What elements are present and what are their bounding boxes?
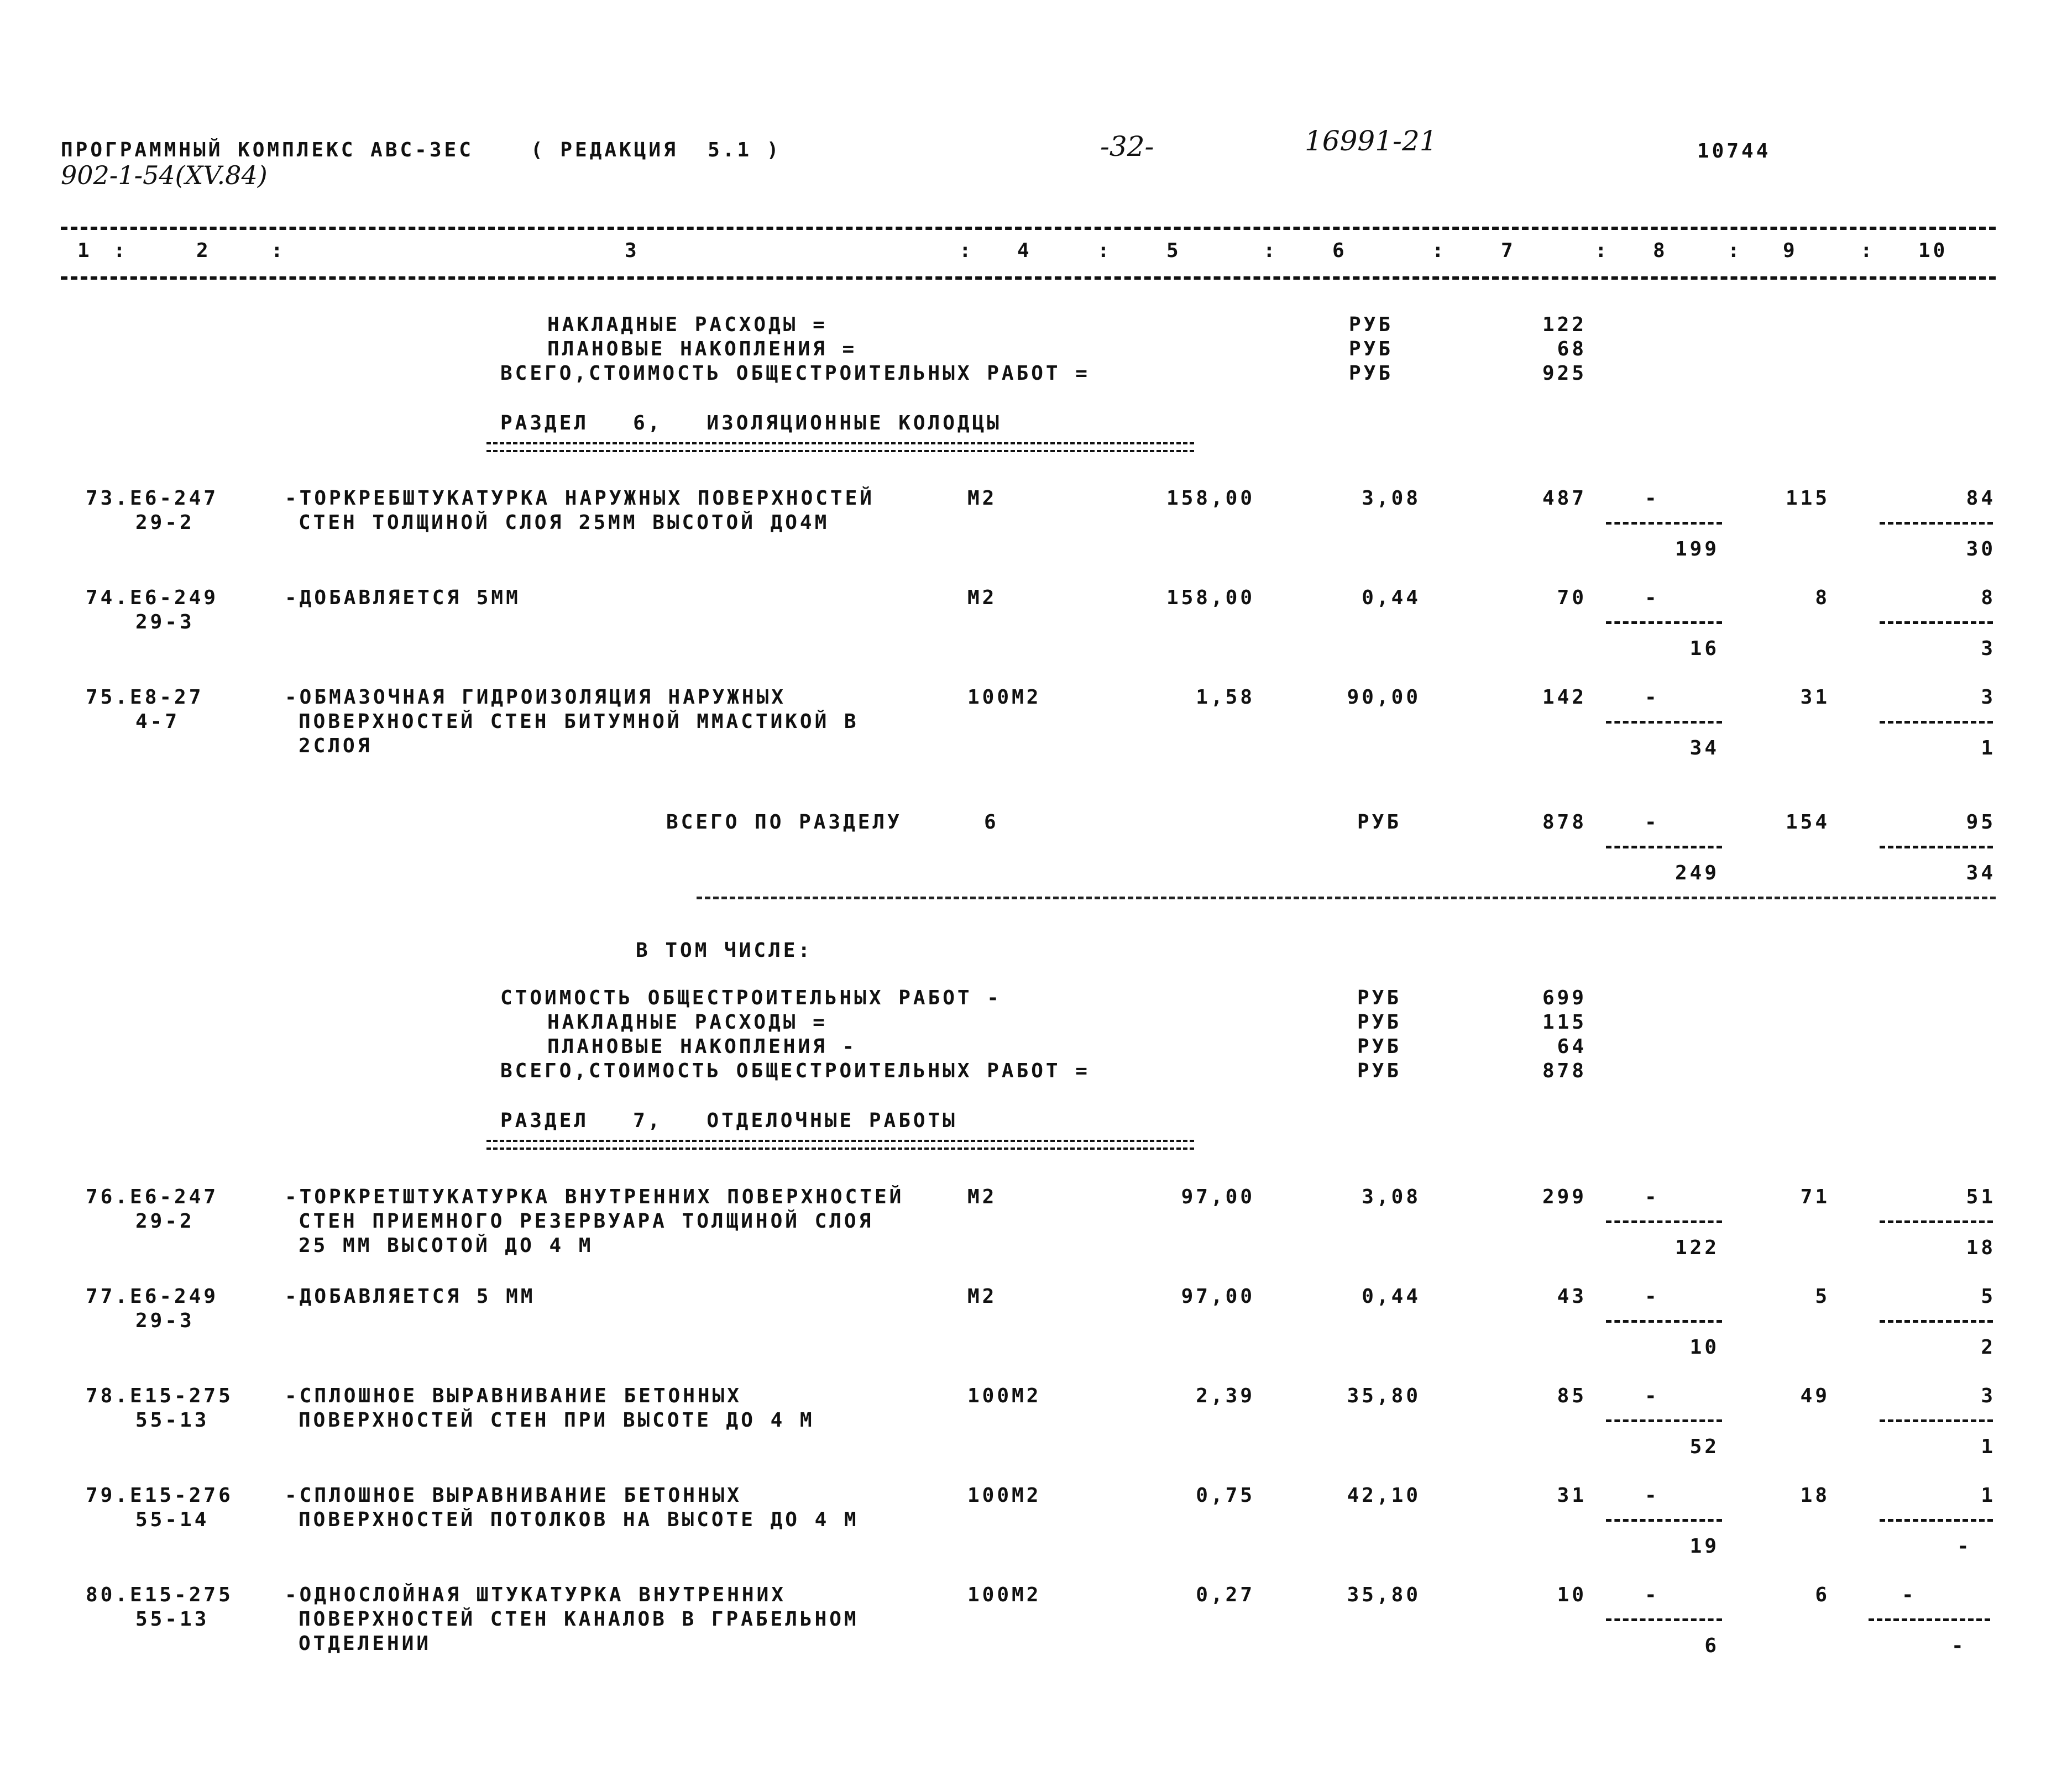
including-label: ВСЕГО,СТОИМОСТЬ ОБЩЕСТРОИТЕЛЬНЫХ РАБОТ = <box>500 1060 1090 1082</box>
item-ref: 4-7 <box>135 710 180 733</box>
handwritten-number: 16991-21 <box>1305 125 1437 157</box>
item-total: 142 <box>1542 686 1587 709</box>
item-ref: 29-2 <box>135 1210 195 1233</box>
col9-value: 71 <box>1800 1186 1830 1208</box>
col9-value: 5 <box>1815 1285 1830 1308</box>
item-desc: 2СЛОЯ <box>299 735 373 757</box>
item-desc: -ТОРКРЕБШТУКАТУРКА НАРУЖНЫХ ПОВЕРХНОСТЕЙ <box>285 487 875 510</box>
item-ref: 29-2 <box>135 511 195 534</box>
fraction-line <box>1880 1320 1993 1323</box>
fraction-line <box>1606 846 1722 848</box>
col10-bottom: - <box>1957 1535 1972 1558</box>
item-number: 75.Е8-27 <box>86 686 204 709</box>
col9-value: 6 <box>1815 1584 1830 1606</box>
col9-value: 8 <box>1815 586 1830 609</box>
col8-bottom: 52 <box>1689 1435 1719 1458</box>
item-unit: 100М2 <box>967 1385 1042 1407</box>
item-desc: СТЕН ТОЛЩИНОЙ СЛОЯ 25ММ ВЫСОТОЙ ДО4М <box>299 511 830 534</box>
item-qty: 97,00 <box>1181 1186 1255 1208</box>
col8-top: - <box>1645 1186 1660 1208</box>
fraction-line <box>1880 1220 1993 1223</box>
edition-label: ( РЕДАКЦИЯ 5.1 ) <box>531 139 782 161</box>
item-total: 85 <box>1557 1385 1587 1407</box>
col8-top: - <box>1645 1285 1660 1308</box>
section-6-title: РАЗДЕЛ 6, ИЗОЛЯЦИОННЫЕ КОЛОДЦЫ <box>500 412 1002 434</box>
col8-top: - <box>1645 487 1660 510</box>
item-desc: ПОВЕРХНОСТЕЙ СТЕН ПРИ ВЫСОТЕ ДО 4 М <box>299 1409 815 1432</box>
fraction-line <box>1606 1519 1722 1522</box>
col10-bottom: 3 <box>1981 637 1996 660</box>
col10-top: 1 <box>1981 1484 1996 1507</box>
col8-bottom: 34 <box>1689 737 1719 759</box>
item-unit: 100М2 <box>967 686 1042 709</box>
item-desc: -ДОБАВЛЯЕТСЯ 5ММ <box>285 586 521 609</box>
item-qty: 0,27 <box>1196 1584 1255 1606</box>
col-7-header: 7 <box>1501 239 1516 262</box>
fraction-line <box>1606 621 1722 624</box>
col8-bottom: 16 <box>1689 637 1719 660</box>
fraction-line <box>1606 1419 1722 1422</box>
section-total-unit: РУБ <box>1357 811 1402 834</box>
item-total: 43 <box>1557 1285 1587 1308</box>
item-total: 70 <box>1557 586 1587 609</box>
item-desc: ПОВЕРХНОСТЕЙ СТЕН КАНАЛОВ В ГРАБЕЛЬНОМ <box>299 1608 859 1631</box>
doc-number: 10744 <box>1697 140 1771 163</box>
item-ref: 55-13 <box>135 1608 210 1631</box>
item-number: 74.Е6-249 <box>86 586 219 609</box>
col9-value: 31 <box>1800 686 1830 709</box>
col8-bottom: 10 <box>1689 1336 1719 1359</box>
col8-top: - <box>1645 686 1660 709</box>
item-ref: 55-13 <box>135 1409 210 1432</box>
col9-value: 115 <box>1785 487 1830 510</box>
item-qty: 1,58 <box>1196 686 1255 709</box>
col10-top: 3 <box>1981 1385 1996 1407</box>
item-number: 73.Е6-247 <box>86 487 219 510</box>
item-ref: 29-3 <box>135 1309 195 1332</box>
col10-top: 3 <box>1981 686 1996 709</box>
col10-bottom: 1 <box>1981 1435 1996 1458</box>
summary-value: 122 <box>1542 313 1587 336</box>
item-unit: 100М2 <box>967 1584 1042 1606</box>
item-desc: СТЕН ПРИЕМНОГО РЕЗЕРВУАРА ТОЛЩИНОЙ СЛОЯ <box>299 1210 874 1233</box>
col8-bottom: 249 <box>1674 862 1719 884</box>
item-desc: -ОДНОСЛОЙНАЯ ШТУКАТУРКА ВНУТРЕННИХ <box>285 1584 786 1606</box>
item-price: 0,44 <box>1362 1285 1421 1308</box>
item-price: 90,00 <box>1347 686 1421 709</box>
col8-bottom: 199 <box>1674 538 1719 560</box>
col-10-header: 10 <box>1918 239 1948 262</box>
fraction-line <box>1606 1618 1722 1621</box>
item-number: 76.Е6-247 <box>86 1186 219 1208</box>
summary-value: 925 <box>1542 362 1587 385</box>
item-desc: -СПЛОШНОЕ ВЫРАВНИВАНИЕ БЕТОННЫХ <box>285 1385 742 1407</box>
item-qty: 0,75 <box>1196 1484 1255 1507</box>
including-title: В ТОМ ЧИСЛЕ: <box>636 939 813 962</box>
fraction-line <box>1606 522 1722 525</box>
item-total: 10 <box>1557 1584 1587 1606</box>
including-unit: РУБ <box>1357 987 1402 1009</box>
item-qty: 2,39 <box>1196 1385 1255 1407</box>
section-7-title: РАЗДЕЛ 7, ОТДЕЛОЧНЫЕ РАБОТЫ <box>500 1109 957 1132</box>
item-number: 79.Е15-276 <box>86 1484 233 1507</box>
including-value: 64 <box>1557 1035 1587 1058</box>
col-4-header: 4 <box>1017 239 1032 262</box>
item-unit: 100М2 <box>967 1484 1042 1507</box>
fraction-line <box>1880 721 1993 724</box>
item-desc: ПОВЕРХНОСТЕЙ ПОТОЛКОВ НА ВЫСОТЕ ДО 4 М <box>299 1508 859 1531</box>
summary-unit: РУБ <box>1349 338 1394 360</box>
col8-top: - <box>1645 586 1660 609</box>
item-price: 35,80 <box>1347 1584 1421 1606</box>
summary-label: ПЛАНОВЫЕ НАКОПЛЕНИЯ = <box>547 338 857 360</box>
fraction-line <box>1606 1220 1722 1223</box>
col8-top: - <box>1645 1484 1660 1507</box>
top-rule <box>61 227 1996 230</box>
item-desc: 25 ММ ВЫСОТОЙ ДО 4 М <box>299 1234 594 1257</box>
project-code: 902-1-54(XV.84) <box>61 160 268 190</box>
item-unit: М2 <box>967 487 997 510</box>
col10-bottom: - <box>1951 1634 1966 1657</box>
col8-bottom: 19 <box>1689 1535 1719 1558</box>
col10-top: - <box>1902 1584 1917 1606</box>
item-qty: 158,00 <box>1166 487 1255 510</box>
summary-unit: РУБ <box>1349 313 1394 336</box>
col-2-header: 2 <box>196 239 211 262</box>
page-number: -32- <box>1100 130 1154 163</box>
col-8-header: 8 <box>1653 239 1668 262</box>
item-price: 0,44 <box>1362 586 1421 609</box>
col-3-header: 3 <box>625 239 640 262</box>
including-value: 115 <box>1542 1011 1587 1034</box>
summary-value: 68 <box>1557 338 1587 360</box>
item-ref: 55-14 <box>135 1508 210 1531</box>
section-total-label: ВСЕГО ПО РАЗДЕЛУ <box>666 811 902 834</box>
summary-unit: РУБ <box>1349 362 1394 385</box>
item-price: 35,80 <box>1347 1385 1421 1407</box>
col10-bottom: 30 <box>1966 538 1996 560</box>
item-desc: -ТОРКРЕТШТУКАТУРКА ВНУТРЕННИХ ПОВЕРХНОСТЕЙ <box>285 1186 904 1208</box>
col8-top: - <box>1645 811 1660 834</box>
item-desc: -ОБМАЗОЧНАЯ ГИДРОИЗОЛЯЦИЯ НАРУЖНЫХ <box>285 686 786 709</box>
section-total-number: 6 <box>984 811 999 834</box>
col10-bottom: 34 <box>1966 862 1996 884</box>
fraction-line <box>1880 522 1993 525</box>
fraction-line <box>1880 621 1993 624</box>
section-total-value: 878 <box>1542 811 1587 834</box>
summary-label: ВСЕГО,СТОИМОСТЬ ОБЩЕСТРОИТЕЛЬНЫХ РАБОТ = <box>500 362 1090 385</box>
item-total: 299 <box>1542 1186 1587 1208</box>
fraction-line <box>1606 721 1722 724</box>
including-label: ПЛАНОВЫЕ НАКОПЛЕНИЯ - <box>547 1035 857 1058</box>
item-unit: М2 <box>967 1285 997 1308</box>
col-9-header: 9 <box>1783 239 1798 262</box>
item-number: 80.Е15-275 <box>86 1584 233 1606</box>
col9-value: 154 <box>1785 811 1830 834</box>
section-7-underline <box>486 1140 1194 1150</box>
section-6-underline <box>486 442 1194 452</box>
col-6-header: 6 <box>1332 239 1347 262</box>
col10-top: 84 <box>1966 487 1996 510</box>
header-rule <box>61 276 1996 280</box>
col9-value: 18 <box>1800 1484 1830 1507</box>
col10-bottom: 1 <box>1981 737 1996 759</box>
item-price: 3,08 <box>1362 487 1421 510</box>
including-label: СТОИМОСТЬ ОБЩЕСТРОИТЕЛЬНЫХ РАБОТ - <box>500 987 1002 1009</box>
item-ref: 29-3 <box>135 611 195 633</box>
including-value: 878 <box>1542 1060 1587 1082</box>
item-unit: М2 <box>967 1186 997 1208</box>
col9-value: 49 <box>1800 1385 1830 1407</box>
fraction-line <box>1880 846 1993 848</box>
item-desc: -ДОБАВЛЯЕТСЯ 5 ММ <box>285 1285 536 1308</box>
col10-top: 5 <box>1981 1285 1996 1308</box>
fraction-line <box>1869 1618 1990 1621</box>
fraction-line <box>1880 1519 1993 1522</box>
col-5-header: 5 <box>1166 239 1181 262</box>
col10-top: 8 <box>1981 586 1996 609</box>
item-price: 42,10 <box>1347 1484 1421 1507</box>
item-total: 487 <box>1542 487 1587 510</box>
including-unit: РУБ <box>1357 1035 1402 1058</box>
including-value: 699 <box>1542 987 1587 1009</box>
col8-bottom: 122 <box>1674 1236 1719 1259</box>
item-desc: -СПЛОШНОЕ ВЫРАВНИВАНИЕ БЕТОННЫХ <box>285 1484 742 1507</box>
fraction-line <box>1880 1419 1993 1422</box>
program-title: ПРОГРАММНЫЙ КОМПЛЕКС АВС-ЗЕС <box>61 139 474 161</box>
including-label: НАКЛАДНЫЕ РАСХОДЫ = <box>547 1011 828 1034</box>
col10-top: 95 <box>1966 811 1996 834</box>
fraction-line <box>1606 1320 1722 1323</box>
col10-top: 51 <box>1966 1186 1996 1208</box>
col10-bottom: 2 <box>1981 1336 1996 1359</box>
item-qty: 158,00 <box>1166 586 1255 609</box>
item-unit: М2 <box>967 586 997 609</box>
item-number: 77.Е6-249 <box>86 1285 219 1308</box>
item-number: 78.Е15-275 <box>86 1385 233 1407</box>
item-total: 31 <box>1557 1484 1587 1507</box>
item-desc: ПОВЕРХНОСТЕЙ СТЕН БИТУМНОЙ ММАСТИКОЙ В <box>299 710 859 733</box>
col8-bottom: 6 <box>1704 1634 1719 1657</box>
col8-top: - <box>1645 1385 1660 1407</box>
col10-bottom: 18 <box>1966 1236 1996 1259</box>
item-desc: ОТДЕЛЕНИИ <box>299 1632 432 1655</box>
item-qty: 97,00 <box>1181 1285 1255 1308</box>
col8-top: - <box>1645 1584 1660 1606</box>
including-unit: РУБ <box>1357 1060 1402 1082</box>
item-price: 3,08 <box>1362 1186 1421 1208</box>
summary-label: НАКЛАДНЫЕ РАСХОДЫ = <box>547 313 828 336</box>
col-1-header: 1 <box>77 239 92 262</box>
including-unit: РУБ <box>1357 1011 1402 1034</box>
divider <box>697 897 1996 899</box>
